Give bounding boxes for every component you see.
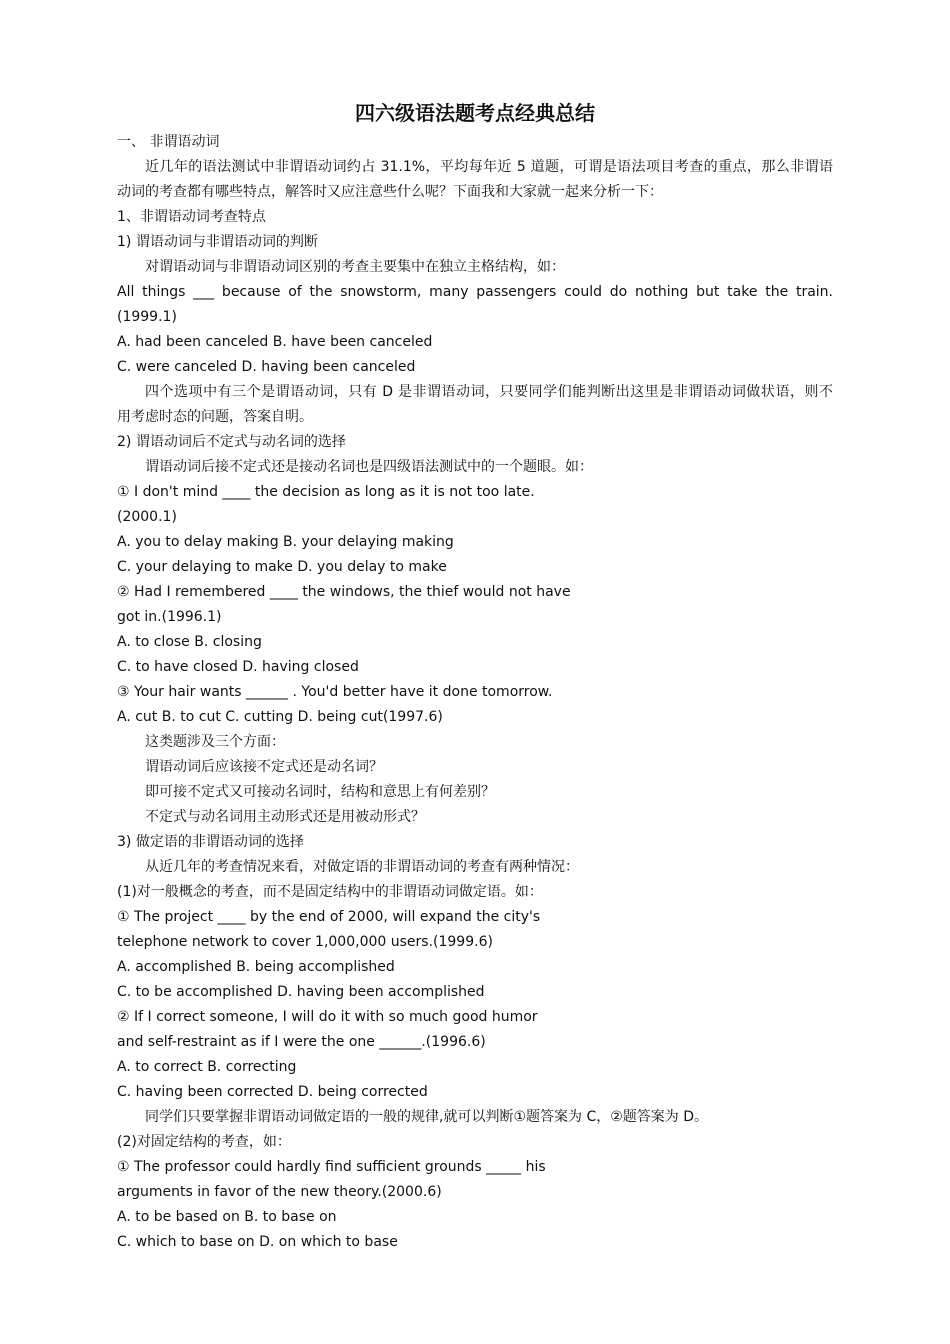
document-body [117,130,833,1255]
line-aspect-2: 即可接不定式又可接动名词时，结构和意思上有何差别？ [145,784,495,800]
line-q6-b: and self-restraint as if I were the one ______.(1996.6) [117,1034,486,1050]
line-q2-b: (2000.1) [117,509,177,525]
line-q1-opt1: A. had been canceled B. have been canceled [117,334,433,350]
line-point-3-desc: 从近几年的考查情况来看，对做定语的非谓语动词的考查有两种情况： [145,859,579,875]
line-point-1: 1) 谓语动词与非谓语动词的判断 [117,234,318,250]
line-case-1: (1)对一般概念的考查，而不是固定结构中的非谓语动词做定语。如： [117,884,543,900]
line-q6-opt2: C. having been corrected D. being corrected [117,1084,428,1100]
line-q3-a: ② Had I remembered ____ the windows, the thief would not have [117,584,571,600]
line-q5-opt1: A. accomplished B. being accomplished [117,959,395,975]
line-point-1-desc: 对谓语动词与非谓语动词区别的考查主要集中在独立主格结构，如： [145,259,565,275]
line-q1-expl-1: 四个选项中有三个是谓语动词，只有 D 是非谓语动词，只要同学们能判断出这里是非谓语动词做状语，则不 [145,384,833,400]
line-intro-1: 近几年的语法测试中非谓语动词约占 31.1%，平均每年近 5 道题，可谓是语法项目考查的重点，那么非谓语 [145,159,833,175]
line-q7-opt1: A. to be based on B. to base on [117,1209,337,1225]
line-point-2-desc: 谓语动词后接不定式还是接动名词也是四级语法测试中的一个题眼。如： [145,459,593,475]
line-q2-opt2: C. your delaying to make D. you delay to make [117,559,447,575]
document-page [117,96,833,1255]
line-q1-opt2: C. were canceled D. having been canceled [117,359,416,375]
line-case-1-answer: 同学们只要掌握非谓语动词做定语的一般的规律,就可以判断①题答案为 C，②题答案为 D。 [145,1109,709,1125]
line-q6-a: ② If I correct someone, I will do it with so much good humor [117,1009,538,1025]
line-q2-a: ① I don't mind ____ the decision as long as it is not too late. [117,484,535,500]
line-q7-b: arguments in favor of the new theory.(2000.6) [117,1184,442,1200]
line-q6-opt1: A. to correct B. correcting [117,1059,297,1075]
line-q3-b: got in.(1996.1) [117,609,222,625]
line-q1-expl-2: 用考虑时态的问题，答案自明。 [117,409,313,425]
line-q4-a: ③ Your hair wants ______ . You'd better have it done tomorrow. [117,684,553,700]
line-q2-opt1: A. you to delay making B. your delaying making [117,534,454,550]
document-title: 四六级语法题考点经典总结 [355,101,595,125]
line-q1-a: All things ___ because of the snowstorm, many passengers could do nothing but take the train. [117,284,833,300]
line-q3-opt1: A. to close B. closing [117,634,262,650]
line-q1-b: (1999.1) [117,309,177,325]
line-q7-a: ① The professor could hardly find sufficient grounds _____ his [117,1159,546,1175]
line-aspect-3: 不定式与动名词用主动形式还是用被动形式？ [145,809,425,825]
line-q3-opt2: C. to have closed D. having closed [117,659,359,675]
line-sub-1: 1、非谓语动词考查特点 [117,209,266,225]
line-section-heading: 一、 非谓语动词 [117,134,220,150]
line-aspects-intro: 这类题涉及三个方面： [145,734,285,750]
line-aspect-1: 谓语动词后应该接不定式还是动名词？ [145,759,383,775]
line-q5-opt2: C. to be accomplished D. having been accomplished [117,984,485,1000]
line-point-3: 3) 做定语的非谓语动词的选择 [117,834,304,850]
line-case-2: (2)对固定结构的考查，如： [117,1134,291,1150]
line-intro-2: 动词的考查都有哪些特点，解答时又应注意些什么呢？下面我和大家就一起来分析一下： [117,184,663,200]
line-point-2: 2) 谓语动词后不定式与动名词的选择 [117,434,346,450]
line-q7-opt2: C. which to base on D. on which to base [117,1234,398,1250]
line-q5-b: telephone network to cover 1,000,000 users.(1999.6) [117,934,493,950]
line-q4-opt: A. cut B. to cut C. cutting D. being cut(1997.6) [117,709,443,725]
line-q5-a: ① The project ____ by the end of 2000, will expand the city's [117,909,541,925]
